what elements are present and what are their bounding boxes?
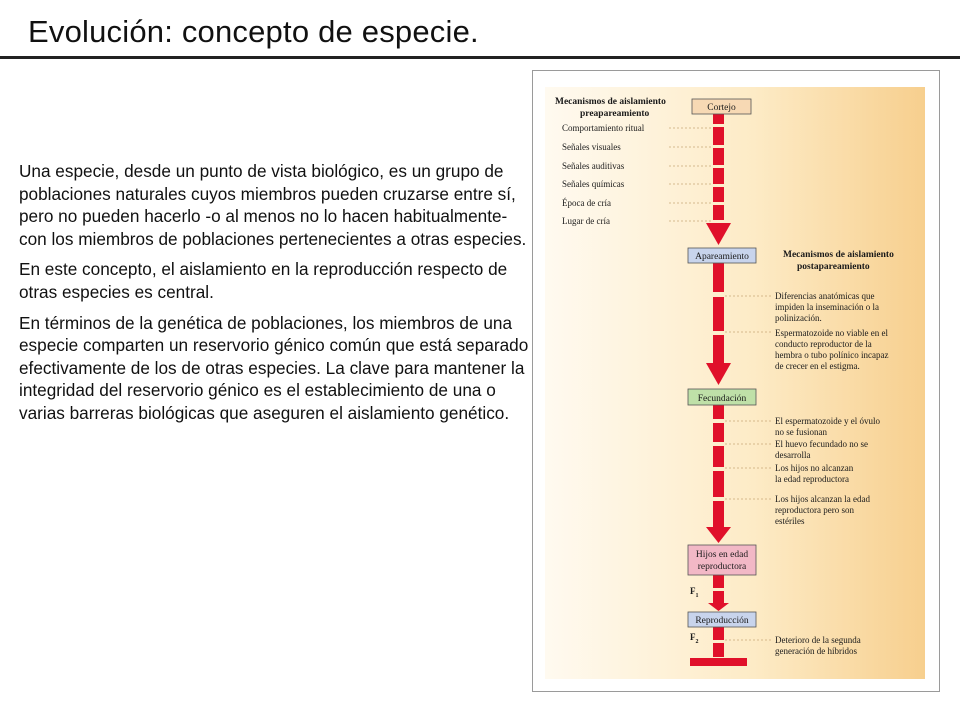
post-item: hembra o tubo polínico incapaz	[775, 350, 889, 360]
paragraph-definition: Una especie, desde un punto de vista biológico, es un grupo de poblaciones naturales cuyos miembros pueden cruzarse entre sí, pero no pueden hacerlo -o al menos no lo hacen habitualmente- con los miembros de poblaciones pertenecientes a otras especies.	[19, 161, 527, 249]
post-item: la edad reproductora	[775, 474, 849, 484]
arrow-head	[706, 363, 731, 385]
post-item: El espermatozoide y el óvulo	[775, 416, 880, 426]
terminal-bar	[690, 658, 747, 666]
stage-label-hijos: reproductora	[697, 562, 747, 572]
arrow-head	[706, 223, 731, 245]
post-item: polinización.	[775, 313, 822, 323]
post-item: no se fusionan	[775, 427, 827, 437]
paragraph-gene-pool: En términos de la genética de poblaciones, los miembros de una especie comparten un reservorio génico común que está separado efectivamente de los de otras especies. La clave para mantener la integridad del reservorio génico es el establecimiento de una o varias barreras biológicas que aseguren el aislamiento genético.	[19, 312, 529, 423]
arrow-segment	[713, 335, 724, 363]
generation-f1-label: $F_1$	[690, 586, 699, 599]
arrow-head	[708, 603, 729, 611]
arrow-head	[706, 527, 731, 543]
arrow-segment	[713, 168, 724, 184]
post-heading: Mecanismos de aislamiento	[783, 250, 894, 260]
post-item: Deterioro de la segunda	[775, 635, 861, 645]
post-item: impiden la inseminación o la	[775, 302, 879, 312]
arrow-segment	[713, 205, 724, 220]
arrow-segment	[713, 591, 724, 603]
stage-label-apareamiento: Apareamiento	[695, 252, 749, 262]
pre-item: Señales químicas	[562, 179, 625, 189]
paragraph-isolation: En este concepto, el aislamiento en la reproducción respecto de otras especies es central.	[19, 259, 508, 302]
stage-label-hijos: Hijos en edad	[695, 550, 749, 560]
arrow-segment	[713, 501, 724, 527]
post-item: estériles	[775, 516, 805, 526]
post-item: reproductora pero son	[775, 505, 854, 515]
pre-item: Señales auditivas	[562, 161, 625, 171]
arrow-segment	[713, 148, 724, 165]
arrow-segment	[713, 187, 724, 202]
arrow-segment	[713, 405, 724, 419]
arrow-segment	[713, 575, 724, 588]
pre-item: Comportamiento ritual	[562, 123, 645, 133]
post-item: Espermatozoide no viable en el	[775, 328, 888, 338]
arrow-segment	[713, 127, 724, 145]
page-title: Evolución: concepto de especie.	[28, 14, 479, 49]
pre-heading: preapareamiento	[580, 109, 650, 119]
post-item: conducto reproductor de la	[775, 339, 872, 349]
isolation-mechanisms-diagram	[545, 87, 925, 679]
title-divider	[0, 56, 960, 59]
arrow-segment	[713, 114, 724, 124]
post-item: Diferencias anatómicas que	[775, 291, 875, 301]
stage-label-reproduccion: Reproducción	[695, 616, 749, 626]
post-item: Los hijos no alcanzan	[775, 463, 854, 473]
stage-label-cortejo: Cortejo	[707, 103, 736, 113]
arrow-segment	[713, 471, 724, 497]
post-heading: postapareamiento	[797, 262, 870, 272]
pre-item: Época de cría	[562, 198, 611, 208]
post-item: de crecer en el estigma.	[775, 361, 860, 371]
pre-heading: Mecanismos de aislamiento	[555, 97, 666, 107]
diagram-svg	[545, 87, 925, 679]
arrow-segment	[713, 627, 724, 640]
arrow-segment	[713, 423, 724, 442]
body-text	[19, 160, 539, 433]
stage-label-fecundacion: Fecundación	[697, 394, 747, 404]
pre-item: Lugar de cría	[562, 216, 610, 226]
post-item: El huevo fecundado no se	[775, 439, 868, 449]
pre-item: Señales visuales	[562, 142, 621, 152]
arrow-segment	[713, 446, 724, 467]
arrow-segment	[713, 643, 724, 657]
arrow-segment	[713, 263, 724, 292]
generation-f2-label: $F_2$	[690, 632, 699, 645]
post-item: Los hijos alcanzan la edad	[775, 494, 870, 504]
arrow-segment	[713, 297, 724, 331]
post-item: generación de híbridos	[775, 646, 857, 656]
post-item: desarrolla	[775, 450, 811, 460]
